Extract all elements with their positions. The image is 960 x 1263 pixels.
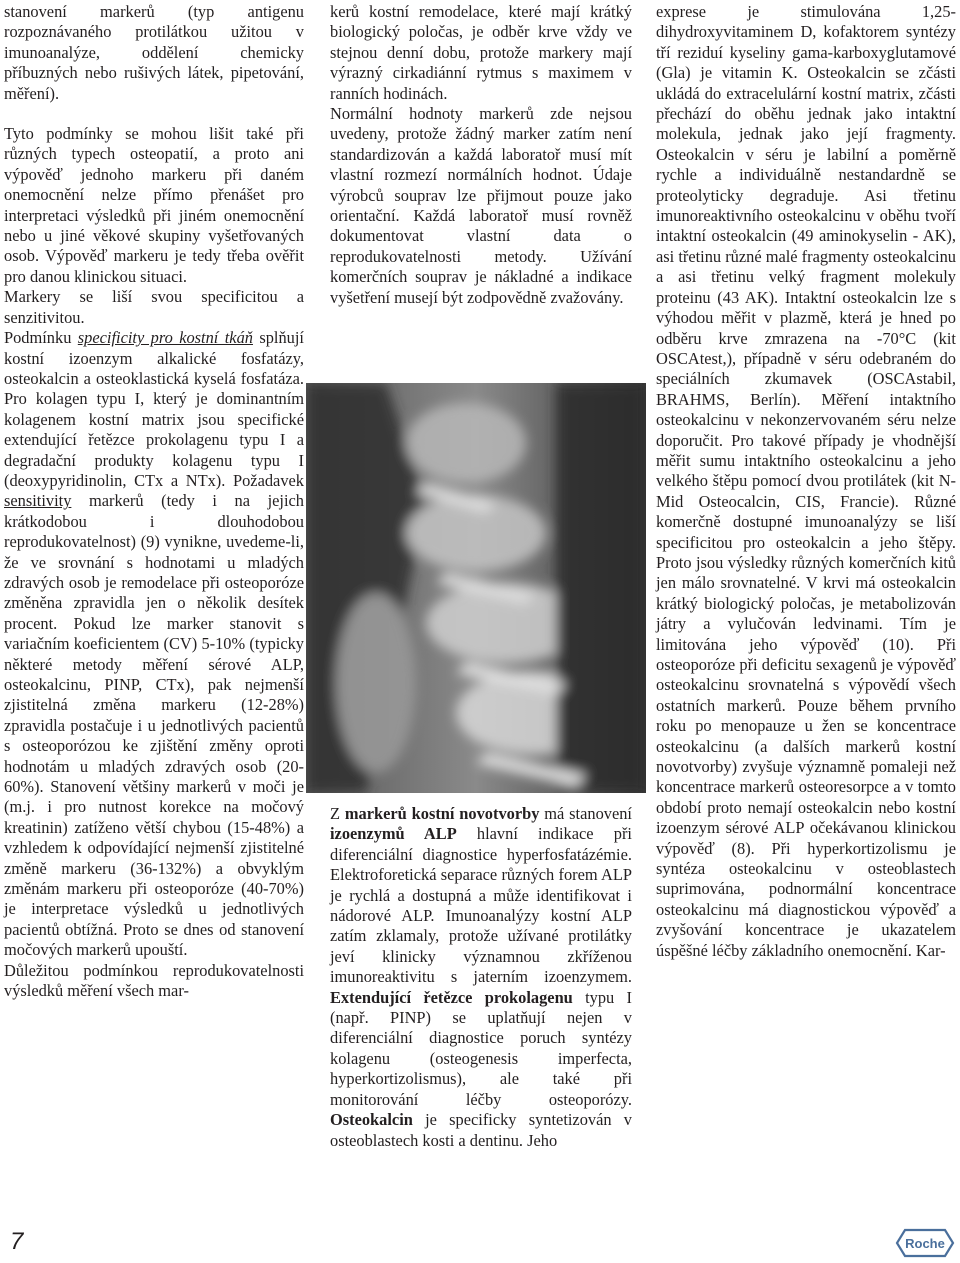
bold-term: Osteokalcin bbox=[330, 1110, 413, 1130]
text-span: Podmínku bbox=[4, 328, 78, 348]
emphasis-specificity: specificity pro kostní tkáň bbox=[77, 328, 253, 348]
text-span: splňují kostní izoenzym alkalické fosfatázy, osteokalcin a osteoklastická kyselá fosfatáza. Pro kolagen typu I, který je dominantním kolagenem kostní matrix jsou specifické extendující řetězce prokolagenu typu I a degradační produkty kolagenu typu I (deoxypyridinolin, CTx a NTx). Požadavek bbox=[4, 328, 304, 490]
text-span: Z bbox=[330, 804, 345, 823]
roche-logo-icon bbox=[895, 1228, 955, 1258]
paragraph-intro: stanovení markerů (typ antigenu rozpoznávaného protilátkou užitou v imunoanalýze, oddělení chemicky příbuzných nebo rušivých látek, pipetování, měření). bbox=[4, 2, 304, 103]
text-span: má stanovení bbox=[539, 804, 632, 823]
paragraph-reproducibility: Důležitou podmínkou reprodukovatelnosti výsledků měření všech mar- bbox=[4, 960, 304, 1001]
text-span: je specificky syntetizován v osteoblastech kosti a dentinu. Jeho bbox=[330, 1110, 632, 1150]
paragraph-specificity bbox=[4, 328, 304, 961]
text-span: markerů (tedy i na jejich krátkodobou i dlouhodobou reprodukovatelnost) (9) vynikne, uvedeme-li, že ve srovnání s hodnotami u mladých zdravých osob je remodelace při osteoporóze změněna zpravidla jen o několik desítek procent. Pokud lze marker stanovit s variačním koeficientem (CV) 5-10% (typicky některé metody měření sérové ALP, osteokalcinu, PINP, CTx), pak nejmenší zjistitelná změna markeru (12-28%) zpravidla postačuje i u jednotlivých pacientů s osteoporózou ke zjištění změny oproti hodnotám u mladých zdravých osob (20-60%). Stanovení většiny markerů v moči je (m.j. i pro nutnost korekce na močový kreatinin) zatíženo větší chybou (15-48%) a vzhledem k odpovídající nejmenší zjistitelné změně markeru (36-132%) a obvyklým změnám markeru při osteoporóze (40-70%) je interpretace výsledků u jednotlivých pacientů obtížná. Proto se dnes od stanovení močových markerů upouští. bbox=[4, 491, 304, 960]
page-number: 7 bbox=[10, 1228, 24, 1255]
text-column-3 bbox=[656, 2, 956, 961]
paragraph-osteocalcin: exprese je stimulována 1,25-dihydroxyvitaminem D, kofaktorem syntézy tří reziduí kyseliny gama-karboxyglutamové (Gla) je vitamin K. Osteokalcin se zčásti ukládá do extracelulární kostní matrix, zčásti přechází do oběhu jednak jako intaktní molekula, jednak jako její fragmenty. Osteokalcin v séru je labilní a poměrně rychle a individuálně nestandardně se proteolyticky degraduje. Asi třetinu imunoreaktivního osteokalcinu v oběhu tvoří intaktní osteokalcin (49 aminokyselin - AK), asi třetinu různé malé fragmenty osteokalcinu a asi třetinu velký fragment molekuly proteinu (43 AK). Intaktní osteokalcin lze s výhodou měřit v plazmě, která je hned po odběru krve zmrazena na -70°C (kit OSCAtest,), případně v séru odebraném do speciálních zkumavek (OSCAstabil, BRAHMS, Berlín). Měření intaktního osteokalcinu v nekonzervovaném séru nelze doporučit. Pro takové případy je vhodnější měřit sumu intaktního osteokalcinu a jeho velkého štěpu pomocí dvou protilátek (kit N-Mid Osteocalcin, CIS, Francie). Různé komerčně dostupné imunoanalýzy se liší specificitou pro osteokalcin a jeho štěpy. Proto jsou výsledky různých komerčních kitů jen málo srovnatelné. V krvi má osteokalcin krátký biologický poločas, je metabolizován játry a vylučován ledvinami. Tím je limitována jeho výpověď (10). Při osteoporóze při deficitu sexagenů je výpověď osteokalcinu srovnatelná s výpovědí všech ostatních markerů. Pouze během prvního roku po menopauze u žen se koncentrace osteokalcinu (a dalších markerů kostní novotvorby) zvyšuje významně pomaleji než koncentrace markerů osteoresorpce a v tomto období proto nemají osteokalcin nebo kostní izoenzym sérové ALP očekávanou klinickou výpověď (8). Při hyperkortizolismu je syntéza osteokalcinu v osteoblastech suprimována, podnormální koncentrace osteokalcinu má diagnostickou výpověď a zvyšování koncentrace je ukazatelem úspěšné léčby základního onemocnění. Kar- bbox=[656, 2, 956, 960]
text-span: typu I (např. PINP) se uplatňují nejen v diferenciální diagnostice poruch syntézy kolagenu (osteogenesis imperfecta, hyperkortizolismus), ale také při monitorování léčby osteoporózy. bbox=[330, 987, 633, 1109]
text-column-2-top bbox=[330, 2, 632, 308]
paragraph-specificity-heading: Markery se liší svou specificitou a senzitivitou. bbox=[4, 287, 304, 327]
emphasis-sensitivity: sensitivity bbox=[4, 491, 72, 511]
paragraph-formation-markers bbox=[330, 804, 632, 1151]
text-span: hlavní indikace při diferenciální diagnostice hyperfosfatázémie. Elektroforetická separace různých forem ALP je rychlá a dostupná a může identifikovat i nádorové ALP. Imunoanalýzy kostní ALP zatím zklamaly, protože užívané protilátky jeví klinicky významnou zkříženou imunoreaktivitu s jaterním izoenzymem. bbox=[330, 824, 632, 987]
paragraph-conditions: Tyto podmínky se mohou lišit také při různých typech osteopatií, a proto ani výpověď jednoho markeru při daném onemocnění nelze přímo přenášet pro interpretaci výsledků při jiném onemocnění nebo u jiné věkové skupiny vyšetřovaných osob. Výpověď markeru je tedy třeba ověřit pro danou klinickou situaci. bbox=[4, 124, 304, 286]
svg-text:Roche: Roche bbox=[905, 1236, 945, 1251]
text-column-2-bottom bbox=[330, 804, 632, 1151]
xray-image bbox=[306, 383, 646, 793]
paragraph-circadian: kerů kostní remodelace, které mají krátký biologický poločas, je odběr krve vždy ve stejnou denní dobu, protože markery mají výrazný cirkadiánní rytmus s maximem v ranních hodinách. bbox=[330, 2, 632, 103]
paragraph-normal-values: Normální hodnoty markerů zde nejsou uvedeny, protože žádný marker zatím není standardizován a každá laboratoř musí mít vlastní rozmezí normálních hodnot. Údaje výrobců souprav lze přijmout pouze jako orientační. Každá laboratoř musí rovněž dokumentovat vlastní data o reprodukovatelnosti metody. Užívání komerčních souprav je nákladné a indikace vyšetření musejí být zodpovědně zvažovány. bbox=[330, 104, 632, 307]
roche-logo bbox=[895, 1228, 955, 1258]
text-column-1 bbox=[4, 2, 304, 1002]
bold-term: markerů kostní novotvorby bbox=[344, 804, 540, 823]
spine-xray-illustration bbox=[306, 383, 646, 793]
bold-term: Extendující řetězce prokolagenu bbox=[330, 987, 573, 1007]
bold-term: izoenzymů ALP bbox=[330, 824, 457, 844]
